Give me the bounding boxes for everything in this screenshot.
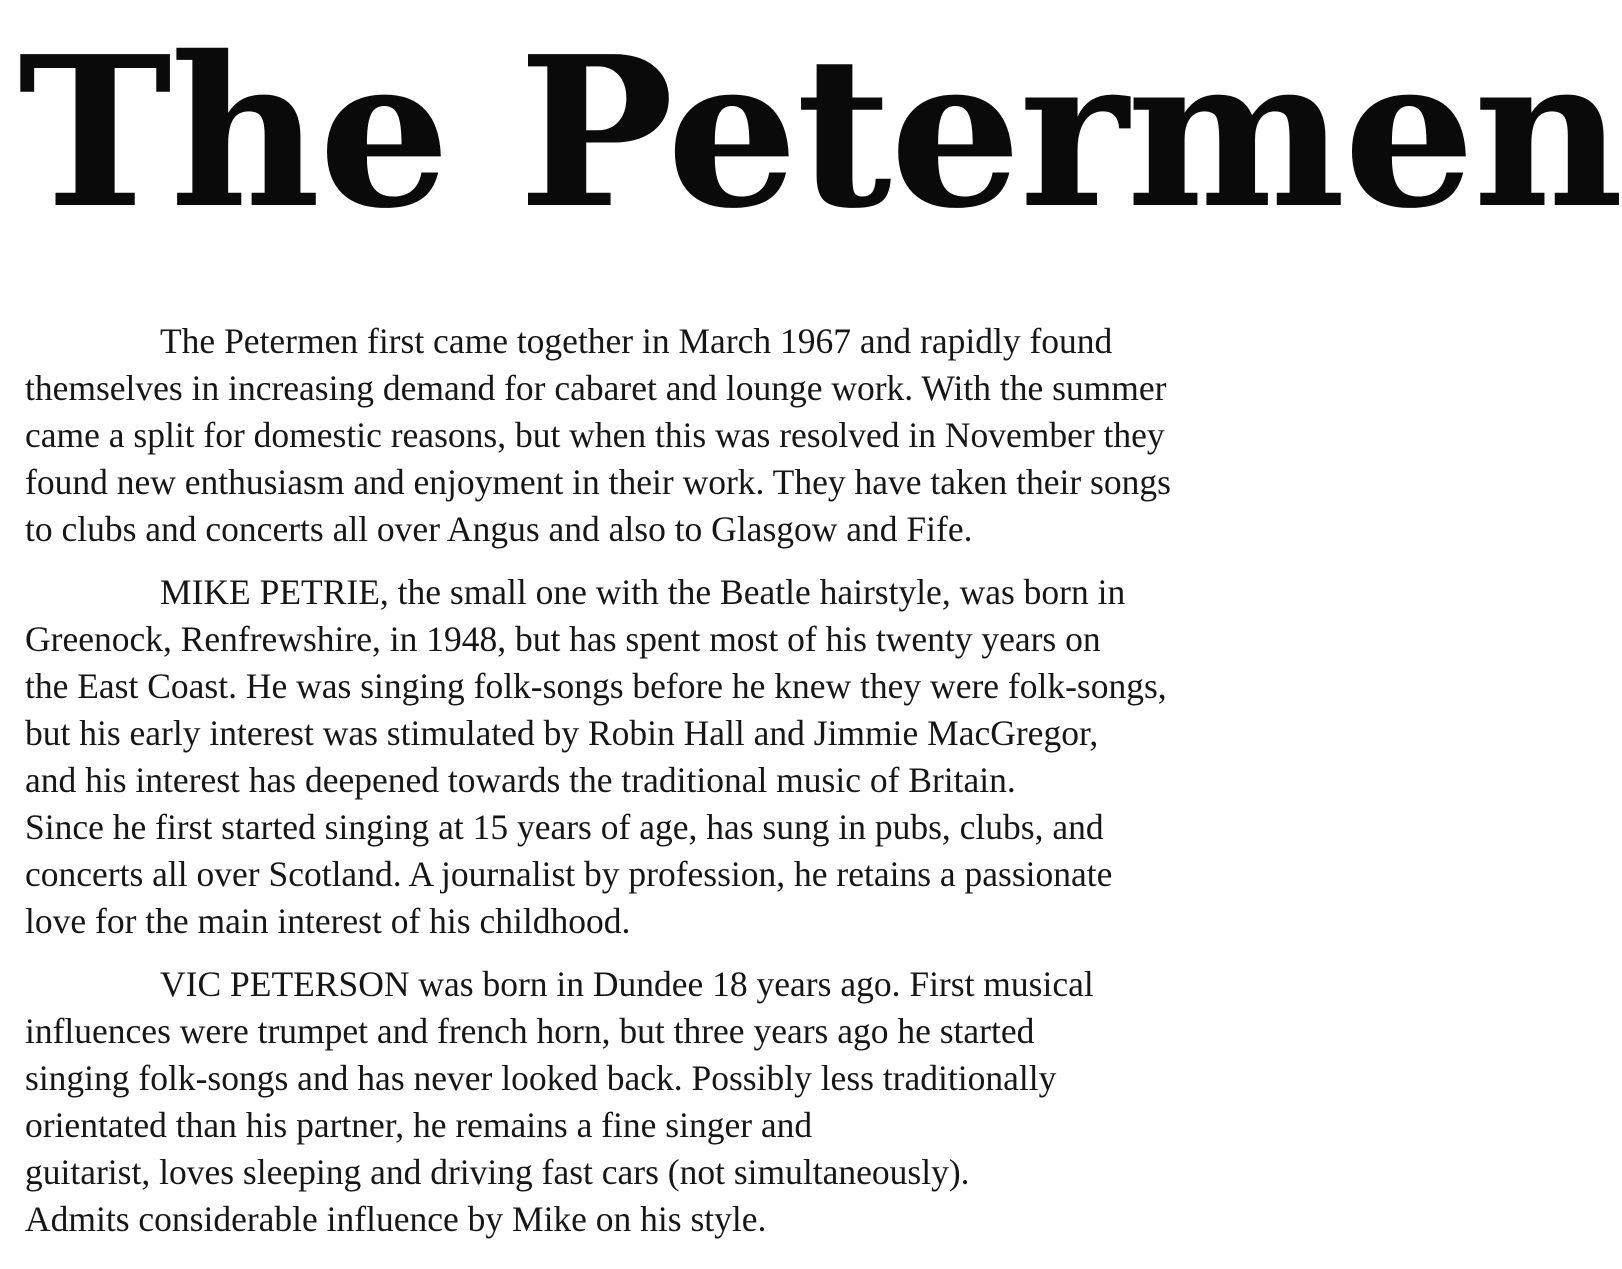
text-line: guitarist, loves sleeping and driving fast cars (not simultaneously). <box>25 1152 970 1192</box>
text-line: VIC PETERSON was born in Dundee 18 years ago. First musical <box>160 964 1094 1004</box>
text-line: Greenock, Renfrewshire, in 1948, but has spent most of his twenty years on <box>25 619 1101 659</box>
text-line: came a split for domestic reasons, but when this was resolved in November they <box>25 415 1165 455</box>
paragraph-vic-peterson <box>25 961 1385 1243</box>
text-line: Since he first started singing at 15 years of age, has sung in pubs, clubs, and <box>25 807 1104 847</box>
text-line: to clubs and concerts all over Angus and also to Glasgow and Fife. <box>25 509 973 549</box>
text-line: singing folk-songs and has never looked back. Possibly less traditionally <box>25 1058 1057 1098</box>
paragraph-intro <box>25 318 1385 553</box>
text-line: concerts all over Scotland. A journalist by profession, he retains a passionate <box>25 854 1113 894</box>
text-line: and his interest has deepened towards the traditional music of Britain. <box>25 760 1016 800</box>
text-line: love for the main interest of his childhood. <box>25 901 631 941</box>
text-line: the East Coast. He was singing folk-songs before he knew they were folk-songs, <box>25 666 1167 706</box>
paragraph-mike-petrie <box>25 569 1385 945</box>
text-line: influences were trumpet and french horn, but three years ago he started <box>25 1011 1035 1051</box>
text-line: found new enthusiasm and enjoyment in their work. They have taken their songs <box>25 462 1171 502</box>
text-line: The Petermen first came together in March 1967 and rapidly found <box>160 321 1113 361</box>
text-line: orientated than his partner, he remains a fine singer and <box>25 1105 813 1145</box>
text-line: MIKE PETRIE, the small one with the Beatle hairstyle, was born in <box>160 572 1126 612</box>
article-body <box>25 318 1385 1243</box>
text-line: Admits considerable influence by Mike on his style. <box>25 1199 767 1239</box>
text-line: but his early interest was stimulated by Robin Hall and Jimmie MacGregor, <box>25 713 1099 753</box>
page-title: The Petermen <box>18 11 1622 254</box>
text-line: themselves in increasing demand for cabaret and lounge work. With the summer <box>25 368 1167 408</box>
